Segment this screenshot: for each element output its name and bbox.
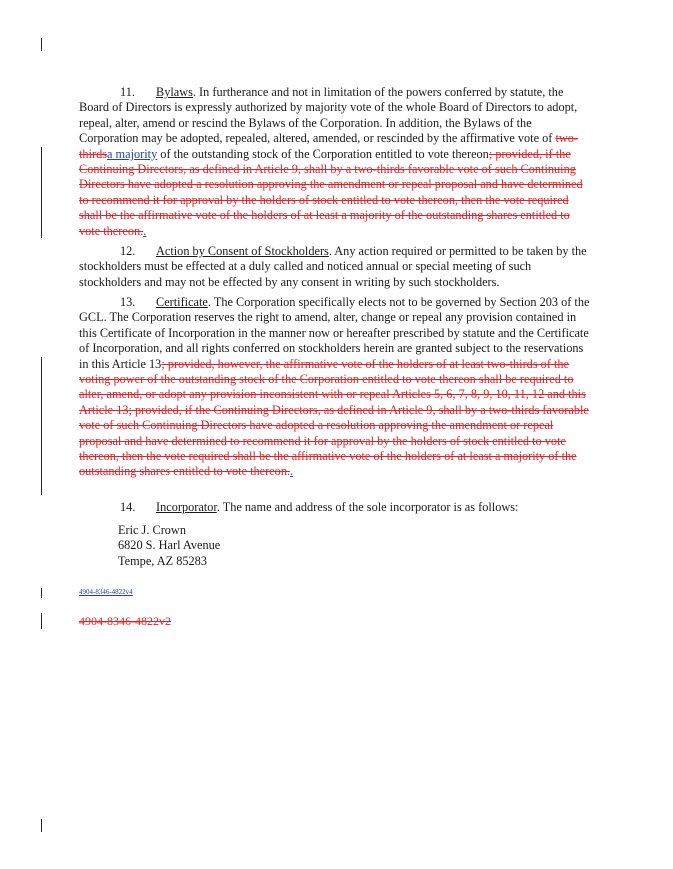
section-text: of the outstanding stock of the Corporation entitled to vote thereon xyxy=(157,146,489,161)
section-text: . The Corporation specifically elects not to be governed by Section 203 of the GCL. The Corporation reserves the right to amend, alter, change or repeal any provision contained in this Certificate of Incorporation in the manner now or hereafter prescribed by statute and the Certificate of Incorporation, and all rights conferred on stockholders herein are granted subject to the reservations in this Article 13 xyxy=(79,295,590,371)
change-bar xyxy=(41,147,42,238)
incorporator-address xyxy=(118,523,220,569)
section-text: . In furtherance and not in limitation of the powers conferred by statute, the Board of Directors is expressly authorized by majority vote of the whole Board of Directors to adopt, repeal, alter, amend or rescind the Bylaws of the Corporation. In addition, the Bylaws of the Corporation may be adopted, repealed, altered, amended, or rescinded by the affirmative vote of xyxy=(79,85,578,146)
change-bar xyxy=(41,357,42,495)
change-bar xyxy=(41,613,42,629)
section-number: 12. xyxy=(120,244,136,258)
section-text: . The name and address of the sole incorporator is as follows: xyxy=(216,500,519,514)
change-bar xyxy=(41,588,42,598)
inserted-text: . xyxy=(290,464,294,479)
section-heading: Bylaws xyxy=(156,85,193,99)
incorporator-name: Eric J. Crown xyxy=(118,523,186,537)
section-number: 14. xyxy=(120,500,136,514)
section-number: 11. xyxy=(120,85,135,99)
doc-id-inserted: 4904-8346-4822v4 xyxy=(79,588,133,596)
incorporator-city: Tempe, AZ 85283 xyxy=(118,553,207,568)
doc-id-deleted: 4904-8346-4822v2 xyxy=(79,614,171,628)
section-number: 13. xyxy=(120,295,136,309)
change-bar xyxy=(41,38,42,51)
section-heading: Incorporator xyxy=(156,500,217,514)
section-11-paragraph xyxy=(79,85,594,239)
section-heading: Action by Consent of Stockholders xyxy=(156,244,329,258)
section-text: . Any action required or permitted to be taken by the stockholders must be effected at a duly called and noticed annual or special meeting of such stockholders and may not be effected by any consent in writing by such stockholders. xyxy=(79,244,587,289)
section-heading: Certificate xyxy=(156,295,208,309)
deleted-text: ; provided, if the Continuing Directors, as defined in Article 9, shall by a two-thirds favorable vote of such Continuing Directors have adopted a resolution approving the amendment or repeal proposal and have determined to recommend it for approval by the holders of stock entitled to vote thereon, then the vote required shall be the affirmative vote of the holders of at least a majority of the outstanding shares entitled to vote thereon. xyxy=(79,146,583,238)
section-14-paragraph xyxy=(79,500,594,515)
inserted-text: a majority xyxy=(107,146,158,161)
deleted-text: two-thirds xyxy=(79,131,578,161)
change-bar xyxy=(41,819,42,832)
section-13-paragraph xyxy=(79,295,594,480)
inserted-text: . xyxy=(143,223,147,238)
section-12-paragraph xyxy=(79,244,594,290)
deleted-text: ; provided, however, the affirmative vote of the holders of at least two-thirds of the voting power of the outstanding stock of the Corporation entitled to vote thereon shall be required to alter, amend, or adopt any provision inconsistent with or repeal Articles 5, 6, 7, 8, 9, 10, 11, 12 and this Article 13; provided, if the Continuing Directors, as defined in Article 9, shall by a two-thirds favorable vote of such Continuing Directors have adopted a resolution approving the amendment or repeal proposal and have determined to recommend it for approval by the holders of stock entitled to vote thereon, then the vote required shall be the affirmative vote of the holders of at least a majority of the outstanding shares entitled to vote thereon. xyxy=(79,356,589,479)
incorporator-street: 6820 S. Harl Avenue xyxy=(118,538,221,553)
